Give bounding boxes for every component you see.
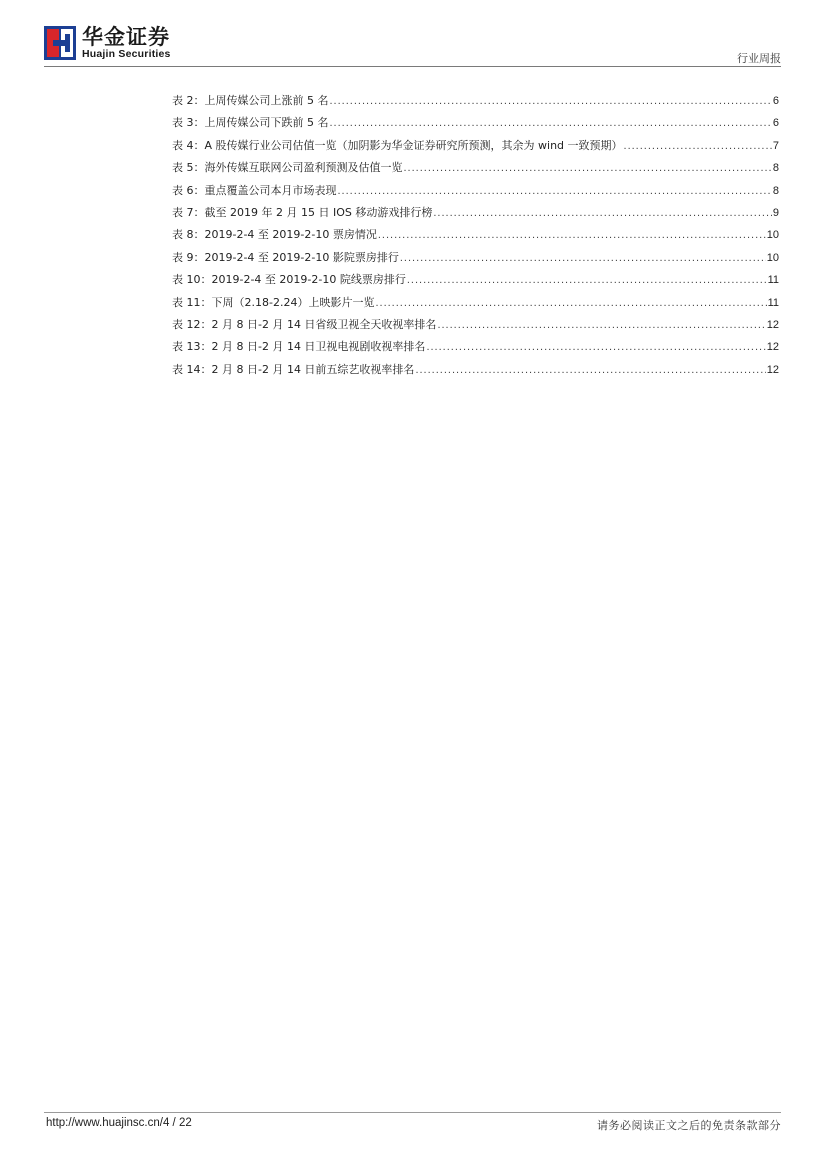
toc-entry-title: 表 2：上周传媒公司上涨前 5 名 — [172, 94, 329, 107]
toc-entry-page: 9 — [772, 206, 779, 219]
toc-entry-title: 表 6：重点覆盖公司本月市场表现 — [172, 183, 337, 197]
toc-entry-page: 8 — [772, 184, 779, 197]
toc-entry-title: 表 12：2 月 8 日-2 月 14 日省级卫视全天收视率排名 — [172, 317, 437, 331]
toc-entry-title: 表 4：A 股传媒行业公司估值一览（加阴影为华金证券研究所预测，其余为 wind 一致预期） — [172, 138, 623, 152]
footer-disclaimer: 请务必阅读正文之后的免责条款部分 — [597, 1119, 781, 1132]
toc-entry[interactable] — [172, 361, 779, 383]
toc-entry-page: 8 — [772, 162, 779, 175]
toc-leader-dots — [378, 229, 766, 241]
toc-leader-dots — [407, 274, 767, 286]
toc-entry[interactable] — [172, 271, 779, 293]
toc-entry-title: 表 3：上周传媒公司下跌前 5 名 — [172, 116, 329, 130]
toc-entry-page: 11 — [767, 296, 779, 309]
toc-entry-page: 12 — [766, 318, 779, 331]
toc-entry[interactable] — [172, 226, 779, 248]
toc-leader-dots — [624, 140, 772, 152]
toc-entry[interactable] — [172, 137, 779, 159]
toc-leader-dots — [330, 95, 772, 107]
table-of-contents — [172, 92, 779, 383]
toc-entry-page: 11 — [767, 274, 779, 287]
footer-divider — [44, 1112, 781, 1113]
page-header — [0, 0, 827, 70]
toc-entry[interactable] — [172, 249, 779, 271]
toc-entry-page: 12 — [766, 341, 779, 354]
toc-entry-title: 表 11：下周（2.18-2.24）上映影片一览 — [172, 295, 375, 309]
company-logo — [44, 26, 171, 60]
toc-leader-dots — [426, 341, 765, 353]
toc-entry-page: 12 — [766, 363, 779, 376]
toc-entry-title: 表 7：截至 2019 年 2 月 15 日 IOS 移动游戏排行榜 — [172, 205, 433, 219]
toc-entry[interactable] — [172, 182, 779, 204]
toc-entry-page: 6 — [772, 95, 779, 107]
toc-leader-dots — [404, 162, 772, 174]
toc-entry[interactable] — [172, 204, 779, 226]
toc-entry-title: 表 14：2 月 8 日-2 月 14 日前五综艺收视率排名 — [172, 362, 415, 376]
toc-leader-dots — [400, 252, 766, 264]
report-type-label: 行业周报 — [737, 52, 781, 65]
toc-entry[interactable] — [172, 294, 779, 316]
toc-entry[interactable] — [172, 159, 779, 181]
toc-entry-title: 表 9：2019-2-4 至 2019-2-10 影院票房排行 — [172, 250, 399, 264]
toc-entry-title: 表 10：2019-2-4 至 2019-2-10 院线票房排行 — [172, 273, 406, 287]
toc-entry-title: 表 13：2 月 8 日-2 月 14 日卫视电视剧收视率排名 — [172, 340, 426, 354]
toc-entry-page: 10 — [766, 251, 779, 264]
toc-entry[interactable] — [172, 92, 779, 114]
toc-leader-dots — [437, 319, 765, 331]
toc-entry[interactable] — [172, 338, 779, 360]
toc-entry-page: 7 — [772, 139, 779, 152]
toc-leader-dots — [330, 117, 772, 129]
toc-entry-title: 表 8：2019-2-4 至 2019-2-10 票房情况 — [172, 228, 377, 242]
toc-entry[interactable] — [172, 114, 779, 136]
header-divider — [44, 66, 781, 67]
toc-entry-page: 6 — [772, 117, 779, 130]
logo-chinese-name: 华金证券 — [82, 25, 170, 49]
footer-url[interactable]: http://www.huajinsc.cn/4 / 22 — [46, 1117, 192, 1129]
toc-entry[interactable] — [172, 316, 779, 338]
toc-leader-dots — [433, 207, 772, 219]
toc-leader-dots — [375, 297, 766, 309]
toc-entry-title: 表 5：海外传媒互联网公司盈利预测及估值一览 — [172, 161, 403, 175]
toc-entry-page: 10 — [766, 229, 779, 242]
logo-english-name: Huajin Securities — [82, 48, 171, 60]
huajin-logo-icon — [44, 26, 76, 60]
toc-leader-dots — [415, 364, 765, 376]
toc-leader-dots — [338, 185, 772, 197]
